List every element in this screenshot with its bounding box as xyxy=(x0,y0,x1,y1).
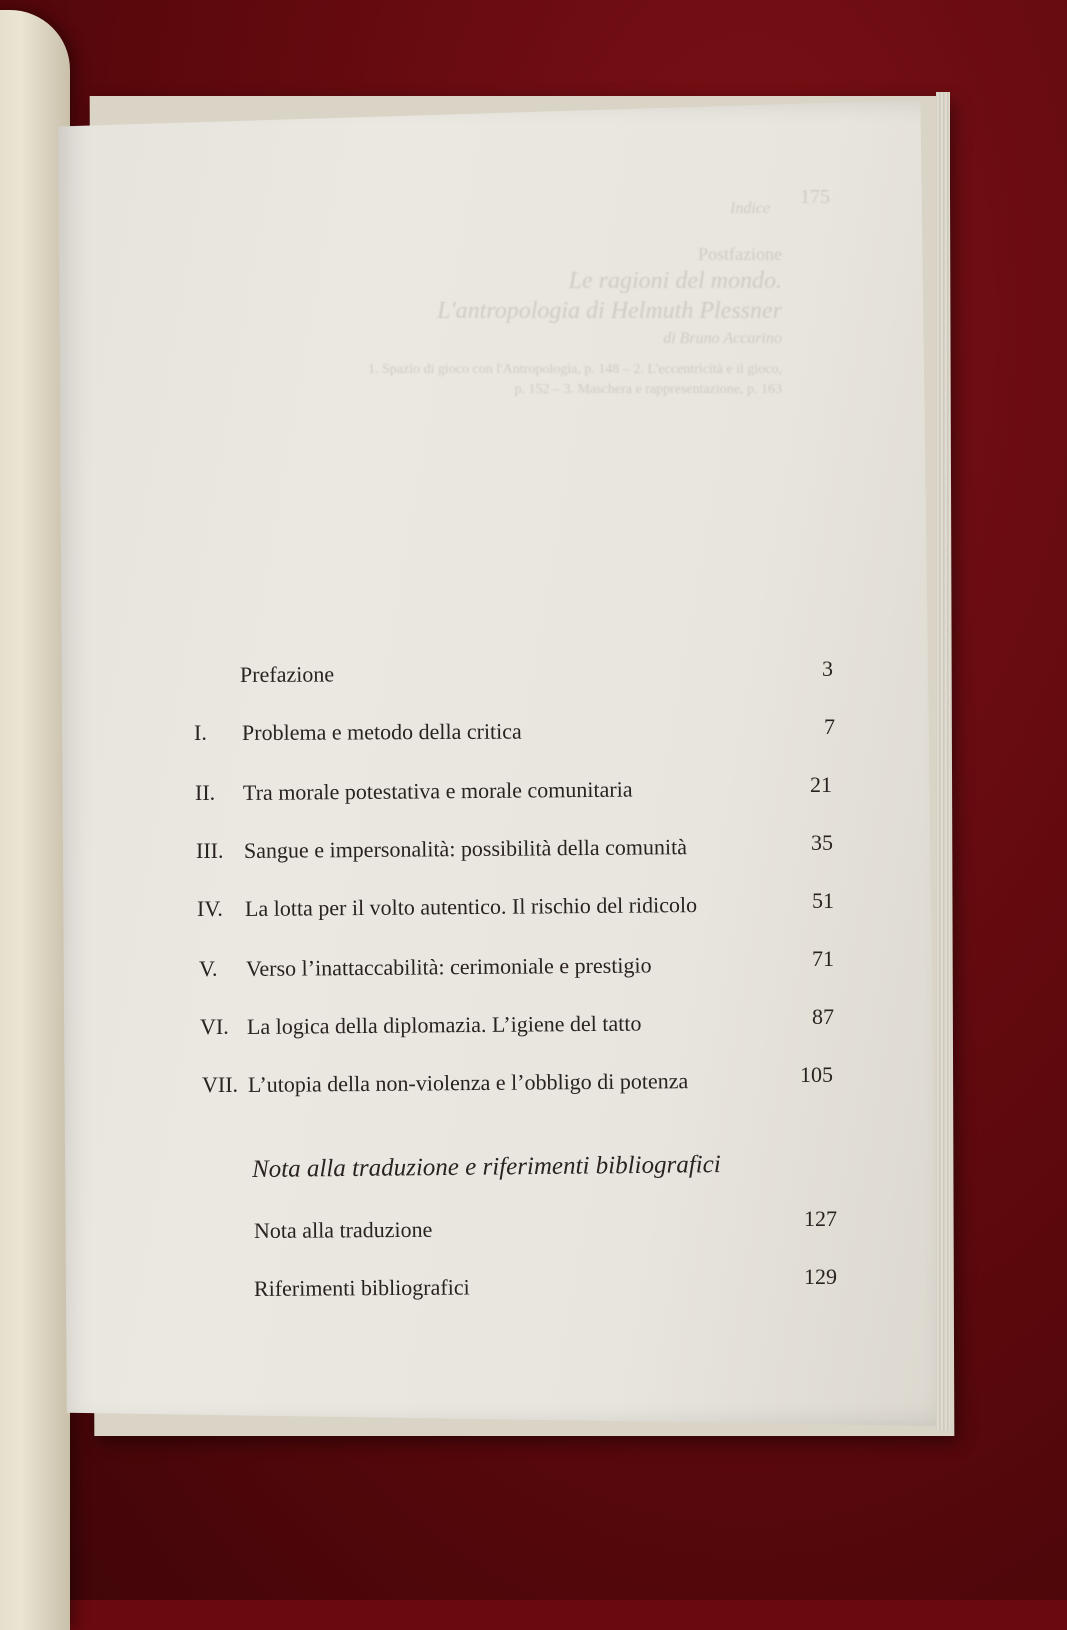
ghost-line: Postfazione xyxy=(698,244,782,264)
toc-entry-page: 105 xyxy=(800,1062,833,1087)
toc-sub-entry-page: 127 xyxy=(804,1206,837,1231)
toc-sub-entry-title: Riferimenti bibliografici xyxy=(253,1274,470,1301)
toc-entry-page: 51 xyxy=(812,888,834,913)
toc-entry-number: IV. xyxy=(197,896,223,921)
ghost-line: p. 152 – 3. Maschera e rappresentazione, p. 163 xyxy=(514,382,782,397)
toc-sub-entry-title: Nota alla traduzione xyxy=(253,1216,433,1243)
ghost-line: Le ragioni del mondo. xyxy=(568,268,782,294)
toc-entry-number: VI. xyxy=(200,1014,229,1039)
toc-entry-number: V. xyxy=(199,956,218,981)
ghost-line: di Bruno Accarino xyxy=(663,330,782,347)
ghost-line: L'antropologia di Helmuth Plessner xyxy=(437,298,782,324)
toc-section-heading: Nota alla traduzione e riferimenti bibliografici xyxy=(251,1151,721,1183)
ghost-page-number: 175 xyxy=(800,186,830,208)
toc-entry-page: 7 xyxy=(824,714,835,739)
toc-entry-title: Prefazione xyxy=(239,661,335,687)
toc-entry-title: Problema e metodo della critica xyxy=(241,718,522,745)
toc-entry-title: Tra morale potestativa e morale comunitaria xyxy=(242,776,633,805)
toc-entry-page: 3 xyxy=(822,656,833,681)
toc-entry-page: 87 xyxy=(812,1004,834,1029)
toc-entry-title: Sangue e impersonalità: possibilità della comunità xyxy=(243,834,688,863)
toc-entry-title: Verso l’inattaccabilità: cerimoniale e prestigio xyxy=(245,952,652,981)
toc-entry-title: La logica della diplomazia. L’igiene del tatto xyxy=(246,1010,642,1039)
toc-entry-number: I. xyxy=(194,720,207,745)
ghost-running-head: Indice xyxy=(730,200,770,217)
toc-entry-page: 21 xyxy=(810,772,832,797)
toc-entry-number: III. xyxy=(196,838,224,863)
toc-entry-number: II. xyxy=(195,780,216,805)
toc-sub-entry-page: 129 xyxy=(804,1264,837,1289)
toc-entry-page: 35 xyxy=(811,830,833,855)
ghost-line: 1. Spazio di gioco con l'Antropologia, p. 148 – 2. L'eccentricità e il gioco, xyxy=(367,362,782,377)
toc-entry-page: 71 xyxy=(812,946,834,971)
toc-entry-title: L’utopia della non-violenza e l’obbligo di potenza xyxy=(247,1068,689,1097)
toc-entry-title: La lotta per il volto autentico. Il rischio del ridicolo xyxy=(244,892,698,921)
toc-entry-number: VII. xyxy=(202,1072,239,1097)
